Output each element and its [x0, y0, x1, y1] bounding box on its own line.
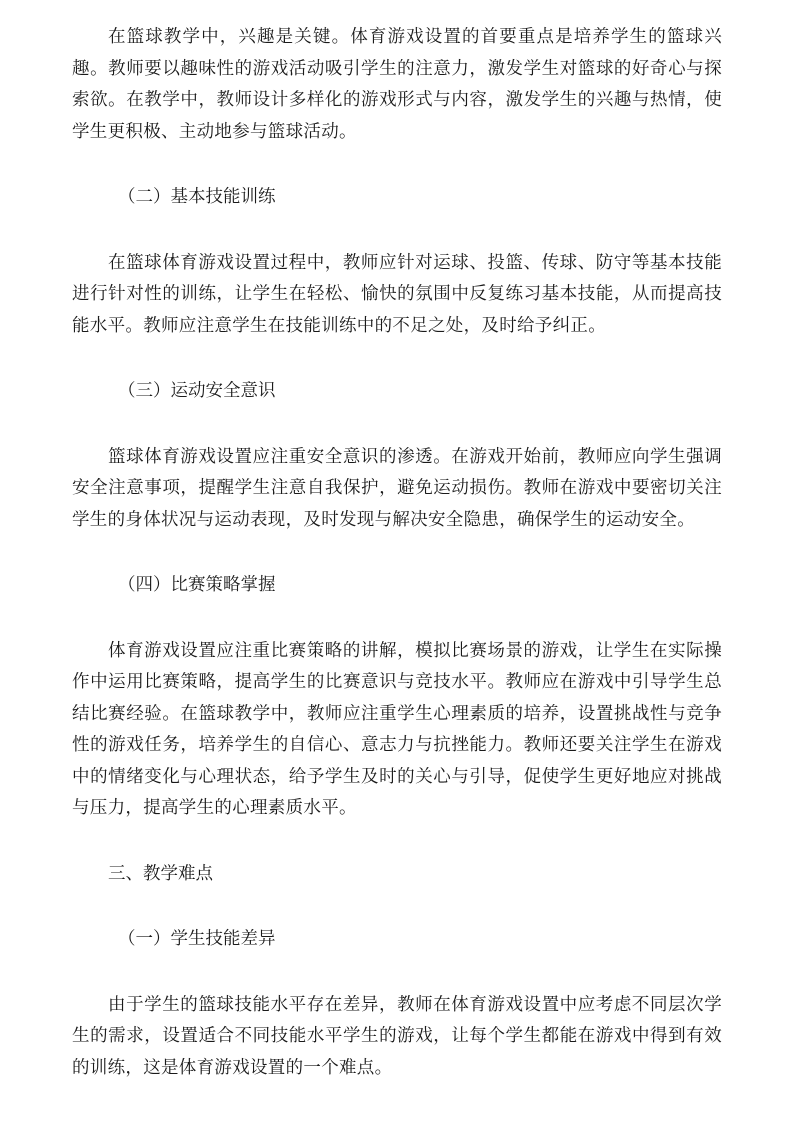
paragraph-safety: 篮球体育游戏设置应注重安全意识的渗透。在游戏开始前，教师应向学生强调安全注意事项，提醒学生注意自我保护，避免运动损伤。教师在游戏中要密切关注学生的身体状况与运动表现，及时发现与解决安全隐患，确保学生的运动安全。: [72, 446, 722, 530]
paragraph-basic-skills: 在篮球体育游戏设置过程中，教师应针对运球、投篮、传球、防守等基本技能进行针对性的训练，让学生在轻松、愉快的氛围中反复练习基本技能，从而提高技能水平。教师应注意学生在技能训练中的不足之处，及时给予纠正。: [72, 252, 722, 336]
heading-basic-skills: （二）基本技能训练: [118, 187, 276, 207]
heading-safety: （三）运动安全意识: [118, 381, 276, 401]
heading-strategy: （四）比赛策略掌握: [118, 575, 276, 595]
heading-skill-differences: （一）学生技能差异: [118, 929, 276, 949]
paragraph-interest: 在篮球教学中，兴趣是关键。体育游戏设置的首要重点是培养学生的篮球兴趣。教师要以趣味性的游戏活动吸引学生的注意力，激发学生对篮球的好奇心与探索欲。在教学中，教师设计多样化的游戏形式与内容，激发学生的兴趣与热情，使学生更积极、主动地参与篮球活动。: [72, 27, 722, 142]
paragraph-skill-differences: 由于学生的篮球技能水平存在差异，教师在体育游戏设置中应考虑不同层次学生的需求，设置适合不同技能水平学生的游戏，让每个学生都能在游戏中得到有效的训练，这是体育游戏设置的一个难点。: [72, 994, 722, 1078]
document-page: [72, 22, 722, 1084]
heading-teaching-difficulties: 三、教学难点: [108, 863, 213, 884]
paragraph-strategy: 体育游戏设置应注重比赛策略的讲解，模拟比赛场景的游戏，让学生在实际操作中运用比赛策略，提高学生的比赛意识与竞技水平。教师应在游戏中引导学生总结比赛经验。在篮球教学中，教师应注重学生心理素质的培养，设置挑战性与竞争性的游戏任务，培养学生的自信心、意志力与抗挫能力。教师还要关注学生在游戏中的情绪变化与心理状态，给予学生及时的关心与引导，促使学生更好地应对挑战与压力，提高学生的心理素质水平。: [72, 640, 722, 818]
